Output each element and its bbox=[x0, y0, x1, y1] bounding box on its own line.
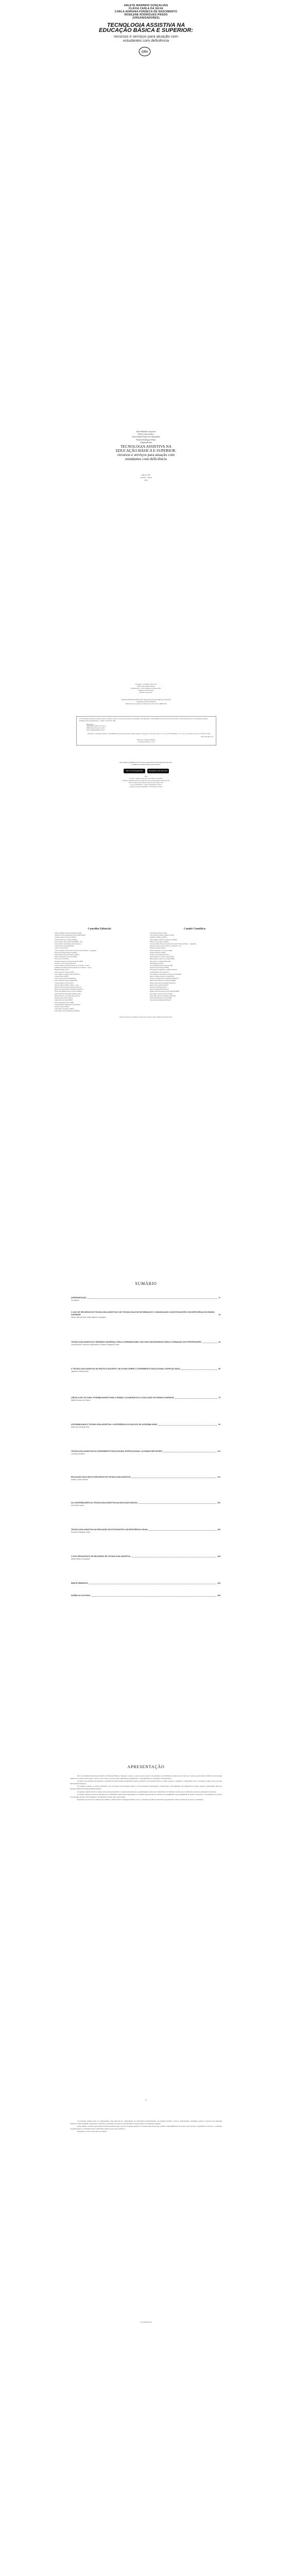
title-line: estudantes com deficiência bbox=[125, 456, 167, 461]
toc-title: ACESSIBILIDADE E TECNOLOGIA ASSISTIVA: A EXPERIÊNCIA DO NÚCLEO DE ACESSIBILIDADE bbox=[71, 1423, 158, 1426]
council-member: Marcia Alves da Silva (UFPel) bbox=[150, 984, 168, 986]
council-member: Sydione Santos (UEPG) bbox=[55, 1005, 70, 1008]
paragraph: Desejamos a todos e todas uma boa leitura! bbox=[77, 2130, 107, 2133]
paragraph: Esperamos que esta obra contribua para ampliar o debate sobre a tecnologia assistiva e para a construção de práticas educativas que garantam o direito à educação de todos os estudantes. bbox=[77, 1798, 203, 1801]
council-member: Paulo Fossatti (UNILASALLE) bbox=[150, 988, 169, 991]
toc-title: AS CONTRIBUIÇÕES DA TECNOLOGIA ASSISTIVA NA EDUCAÇÃO BÁSICA bbox=[71, 1502, 138, 1504]
council-member: Antônio Pereira Gaio Júnior (UFRRJ) bbox=[55, 938, 77, 941]
store-badges bbox=[124, 769, 169, 773]
digital-notice: ESTA OBRA TAMBÉM SE ENCONTRA DISPONÍVEL EM FORMATO DIGITAL. bbox=[119, 761, 173, 764]
toc-entry[interactable] bbox=[71, 1368, 220, 1372]
council-member: Sinara Mota Neves de Almeida (UNILAB) bbox=[150, 994, 176, 997]
council-member: Ana Chrystina Venancio Mignot (UERJ) bbox=[150, 934, 174, 937]
council-member: Lídia de Oliveira Xavier (UNIEURO) bbox=[55, 979, 77, 982]
footer-line: Foi feito o depósito legal conf. Lei 10.994 de 14/12/2004 bbox=[129, 778, 163, 779]
catalog-head: DADOS INTERNACIONAIS DE CATALOGAÇÃO NA PUBLICAÇÃO (CIP) bbox=[121, 699, 171, 701]
council-member: Solange Helena Ximenes-Rocha (UFOPA) bbox=[55, 1003, 80, 1006]
council-member: Leonel Severo Rocha (UNISINOS) bbox=[55, 977, 76, 980]
catalog-sub: CATALOGAÇÃO NA FONTE bbox=[136, 701, 156, 703]
toc-page-number: 75 bbox=[218, 1397, 220, 1399]
toc-row bbox=[71, 1311, 220, 1316]
title-page-author: Flávia Carla da Silva bbox=[138, 433, 154, 436]
editorial-council bbox=[55, 927, 145, 1012]
title-page-author: Arlete Marinho Gonçalves bbox=[136, 431, 156, 433]
council-member: Tadeu Oliver Gonçalves (UFPA) bbox=[55, 1008, 74, 1010]
cover-subtitle bbox=[0, 35, 292, 43]
title-page-imprint bbox=[0, 474, 292, 482]
council-member: Diosnel Centurion (Univ Americ. de Asunción – Py) bbox=[150, 945, 181, 947]
toc-page-number: 169 bbox=[217, 1529, 220, 1531]
peer-review-note: Este livro passou por avaliação e aprovação às cegas de dois ou mais pareceristas ad hoc. bbox=[119, 1016, 173, 1018]
council-member: Fernando Antônio Gonçalves Alcoforado (IPB) bbox=[55, 960, 83, 962]
council-member: Vanessa Neves Beltrame (UFRGS) bbox=[150, 999, 171, 1002]
paragraph: Esta obra intitulada Tecnologia Assistiva na Educação Básica e Superior: recursos e serviços para atuação com estudantes com deficiência, reúne textos de autores e autoras que discutem a temática da tecnologia assistiva no contexto educacional, com foco nos recursos e serviços que possibilitam a participação e a aprendizagem dos estudantes com deficiência. bbox=[70, 1775, 222, 1780]
toc-leader bbox=[91, 1596, 216, 1597]
toc-page-number: 93 bbox=[218, 1423, 220, 1426]
publication-year: 2022 bbox=[144, 479, 148, 481]
council-member: Francisco Ari de Andrade (UFC) bbox=[150, 954, 169, 956]
toc-page-number: 195 bbox=[217, 1595, 220, 1597]
toc-entry[interactable] bbox=[71, 1341, 220, 1346]
summary-heading: SUMÁRIO bbox=[135, 1281, 157, 1286]
toc-authors: Arlete Marinho Gonçalves bbox=[71, 1558, 90, 1560]
toc-leader bbox=[149, 1530, 216, 1531]
credit-line: Editor-chefe: Railson Moura bbox=[137, 685, 155, 687]
toc-title: O USO PEDAGÓGICO DE RECURSOS DE TECNOLOGIA ASSISTIVA bbox=[71, 1555, 131, 1557]
council-member: Gláucia Maria dos Santos Jorge (UFOP) bbox=[150, 956, 174, 958]
toc-authors: Rosilene Rodrigues Prado bbox=[71, 1531, 91, 1533]
paragraph: Os demais capítulos tratam de experiências no atendimento educacional especializado, do trabalho desenvolvido por núcleos de acessibilidade, das possibilidades do ensino colaborativo e da utilização de recursos de tecnologia assistiva com estudantes com deficiência visual, entre outros temas. bbox=[70, 1793, 222, 1798]
council-member: Lourdes Helena da Silva (UFV) bbox=[55, 981, 74, 984]
toc-entry[interactable] bbox=[71, 1502, 220, 1506]
copyright-footer bbox=[72, 776, 220, 788]
presentation-text-continued bbox=[70, 2120, 222, 2133]
paragraph: A tecnologia assistiva deve ser compreendida como uma área do conhecimento de característica interdisciplinar, que engloba produtos, recursos, metodologias, estratégias, práticas e serviços que objetivam promover a funcionalidade, relacionada à atividade e participação de pessoas com deficiência, incapacidades ou mobilidade reduzida. bbox=[70, 2120, 222, 2125]
council-member: Maria Eurácia Barreto de Andrade (UFRB) bbox=[150, 979, 176, 982]
catalog-ref: ISBN Físico 978-65-251-2163-7 bbox=[87, 727, 106, 730]
catalog-card bbox=[76, 716, 216, 745]
scientific-committee-heading: Comitê Científico: bbox=[183, 927, 207, 930]
publisher-logo-icon bbox=[138, 46, 151, 57]
catalog-index-head: Índice para catálogo sistemático bbox=[137, 739, 156, 741]
cover-subtitle-line: recursos e serviços para atuação com bbox=[114, 34, 178, 39]
paragraph: No primeiro capítulo, as autoras discutem o uso de recursos de tecnologia assistiva e de tecnologias de informação e comunicação com estudantes com deficiência no ensino superior, apresentando dados de pesquisa realizada em uma instituição pública. bbox=[70, 1785, 222, 1790]
council-member: Lucia Marisy Souza Ribeiro de Oliveira (UNIVASF) bbox=[150, 973, 182, 975]
toc-entry[interactable] bbox=[71, 1529, 220, 1533]
council-member: Cesar Gerónimo Tello (Universidad Nacional de Três de Febrero – Argentina) bbox=[150, 943, 197, 945]
toc-authors: Jaqueline Oliveira Alves bbox=[71, 1370, 89, 1372]
cover-author: (ORGANIZADORES) bbox=[132, 16, 160, 20]
cover-author: FLÁVIA CARLA DA SILVA bbox=[129, 7, 163, 10]
council-member: Helmuth Krüger (UCP) bbox=[55, 969, 69, 971]
council-member: Tânia Elisa Morales Garcia (UFSM) bbox=[150, 997, 172, 999]
title-page-author: Carla Adriana Fonseca do Nascimento bbox=[131, 436, 161, 438]
council-member: Elizeu Clementino de Souza (UNEB) bbox=[150, 949, 173, 952]
toc-entry[interactable] bbox=[71, 1397, 220, 1401]
footer-line: Todos os direitos desta edição reservados pela: Editora CRV bbox=[128, 782, 164, 784]
credit-line: Diagramação e Capa: Designers da Editora CRV bbox=[131, 687, 161, 689]
cover-title bbox=[0, 23, 292, 33]
toc-title: EDUCAÇÃO INCLUSIVA E RECURSOS DE TECNOLOGIA ASSISTIVA bbox=[71, 1476, 131, 1478]
council-member: Maria Cristina dos Santos Bezerra (UFSCar) bbox=[55, 986, 81, 989]
council-member: Maria Lília Imbiriba Sousa Colares (UFOPA) bbox=[55, 990, 82, 993]
copyright-page bbox=[0, 596, 292, 878]
title-line: TECNOLOGIA ASSISTIVA NA bbox=[120, 444, 172, 449]
council-member: Carmen Tereza Velanga (UNIR) bbox=[55, 945, 74, 947]
title-line: recursos e serviços para atuação com bbox=[117, 452, 175, 457]
catalog-ref: Bibliografia bbox=[87, 723, 94, 725]
council-member: Cesar Gerónimo Tello (Univer. Nacional Três de Febrero – Argentina) bbox=[55, 949, 97, 952]
cover-author: ARLETE MARINHO GONÇALVES bbox=[124, 4, 168, 7]
council-member: Josania Portela (UFPI) bbox=[55, 975, 68, 978]
credit-line: Copyright © da Editora CRV Ltda. bbox=[135, 683, 157, 685]
council-member: Elizeu Clementino de Souza (UNEB) bbox=[55, 956, 77, 958]
toc-authors: Os autores bbox=[71, 1299, 79, 1301]
toc-authors: Lucivaldo Monteiro bbox=[71, 1453, 85, 1455]
council-member: Paulo Romualdo Hernandes (UNIFAL-MG) bbox=[55, 992, 81, 995]
toc-leader bbox=[159, 1425, 217, 1426]
credit-line: Imagem de Capa: Pexels bbox=[138, 689, 154, 691]
scientific-committee-list bbox=[150, 932, 240, 1002]
council-member: Jailson Alves dos Santos (UFRJ) bbox=[55, 971, 74, 973]
cover-author: CARLA ADRIANA FONSECA DE NASCIMENTO bbox=[114, 10, 178, 13]
council-member: Celso Conti (UFSCar) bbox=[55, 947, 68, 950]
council-member: Elione Maria Nogueira Diogenes (UFAL) bbox=[55, 954, 80, 956]
toc-page-number: 113 bbox=[217, 1450, 220, 1452]
council-member: Rosa Maria Corrêa das Neves (UFPA) bbox=[150, 992, 173, 995]
council-member: Maria de Lourdes Pinto de Almeida (UNOESC) bbox=[150, 977, 179, 980]
toc-entry[interactable] bbox=[71, 1555, 220, 1560]
toc-title: APRESENTAÇÃO bbox=[71, 1297, 87, 1299]
catalog-heading bbox=[0, 699, 292, 705]
toc-title: O USO DE RECURSOS DE TECNOLOGIA ASSISTIVA E DE TECNOLOGIAS DE INFORMAÇÃO E COMUNICAÇÃO COM ESTUDANTES COM DEFICIÊNCIA NO ENSINO SUPERIOR bbox=[71, 1311, 215, 1316]
cover-authors bbox=[0, 4, 292, 20]
footer-line: 2022 bbox=[144, 776, 148, 777]
council-member: Renato Francisco dos Santos Paula (UFG) bbox=[55, 994, 80, 997]
toc-authors: Carla Adriana Fonseca do Nascimento, Rosilene Rodrigues Prado bbox=[71, 1344, 119, 1346]
toc-authors: Marília Gomes dos Santos bbox=[71, 1399, 91, 1401]
publisher-name: Editora CRV bbox=[141, 474, 151, 476]
toc-title: TECNOLOGIA ASSISTIVA E DESENHO UNIVERSAL PARA A APRENDIZAGEM: DIÁLOGOS NECESSÁRIOS PARA A FORMAÇÃO DOS PROFESSORES bbox=[71, 1341, 202, 1343]
toc-title: ÍNDICE REMISSIVO bbox=[71, 1582, 89, 1584]
presentation-page bbox=[0, 1744, 292, 2336]
toc-entry[interactable] bbox=[71, 1476, 220, 1481]
council-member: Carlos Federico Dominguez Avila (Unieuro) bbox=[55, 943, 81, 945]
toc-authors: Antônio Carlos Oliveira bbox=[71, 1479, 88, 1481]
council-member: Barbara Coelho Neves (UFBA) bbox=[150, 940, 169, 943]
council-member: José de Ribamar Sousa Pereira (UCB) bbox=[150, 964, 173, 967]
council-member: Carlos Alberto Vilar Estêvão (UMINHO – PT) bbox=[55, 940, 83, 943]
toc-page-number: 183 bbox=[217, 1555, 220, 1557]
cover-page bbox=[0, 0, 292, 286]
council-member: Fauston Negreiros (UFPI) bbox=[150, 951, 166, 954]
council-member: Sergio Nunes de Jesus (IFRO) bbox=[55, 999, 73, 1002]
editorial-council-list bbox=[55, 932, 145, 1012]
copyright-credits bbox=[0, 683, 292, 693]
scientific-committee bbox=[150, 927, 240, 1002]
toc-authors: Flávia Carla da Silva, Arlete Marinho Gonçalves bbox=[71, 1316, 106, 1318]
toc-entry[interactable] bbox=[71, 1423, 220, 1428]
paragraph: O segundo capítulo aborda a relação entre tecnologia assistiva e desenho universal para a aprendizagem, destacando a importância da formação docente para a efetivação de práticas pedagógicas inclusivas. bbox=[77, 1790, 217, 1793]
app-store-badge[interactable]: Download on the App Store bbox=[147, 769, 169, 773]
toc-page-number: 33 bbox=[218, 1341, 220, 1343]
toc-page-number: 15 bbox=[218, 1314, 220, 1316]
toc-leader bbox=[175, 1398, 217, 1399]
toc-authors: Ana Paula Cunha bbox=[71, 1504, 84, 1506]
toc-authors: Maria da Conceição Reis bbox=[71, 1426, 90, 1428]
toc-entry[interactable] bbox=[71, 1311, 220, 1318]
toc-page-number: 151 bbox=[217, 1502, 220, 1504]
council-member: Guillermo Arias Beatón (Universidade de La Havana – Cuba) bbox=[55, 967, 92, 969]
toc-page-number: 131 bbox=[217, 1476, 220, 1478]
council-member: Anselmo Alencar Colares (UFOPA) bbox=[55, 936, 76, 939]
app-notice bbox=[0, 761, 292, 766]
publisher-city: Curitiba – Brasil bbox=[140, 477, 152, 479]
publisher-logo-text: CRV bbox=[141, 50, 148, 54]
footer-line: Tel.: (41) 3039-6418 – E-mail: sac@editoracrv.com.br bbox=[130, 784, 162, 786]
council-member: Maria de Lourdes Pinto de Almeida (UNOESC) bbox=[55, 988, 83, 991]
council-member: Anna Augusta Sampaio de Oliveira (UNESP) bbox=[150, 938, 177, 941]
summary-page bbox=[0, 1162, 292, 1744]
council-member: Jussara Fraga Portugal (UNEB) bbox=[150, 967, 169, 969]
catalog-ref: DOI 10.24824/978652512163.7 bbox=[87, 729, 105, 731]
title-page-author: Rosilene Rodrigues Prado bbox=[136, 438, 156, 441]
toc-title: SOBRE AS AUTORAS bbox=[71, 1595, 91, 1597]
toc-entry[interactable] bbox=[71, 1450, 220, 1455]
toc-page-number: 193 bbox=[217, 1582, 220, 1584]
council-member: Élsio José Corá (UFFS) bbox=[55, 958, 69, 960]
toc-leader bbox=[88, 1298, 217, 1299]
cover-author: ROSILENE RODRIGUES PRADO bbox=[124, 13, 168, 16]
toc-page-number: 55 bbox=[218, 1368, 220, 1370]
catalog-index-item: 1. Educação especial – 371.9 bbox=[138, 741, 155, 743]
cover-subtitle-line: estudantes com deficiência bbox=[123, 38, 169, 43]
toc-entry[interactable] bbox=[71, 1595, 220, 1597]
council-member: Eduardo Fernandes Barbosa (UFMG) bbox=[55, 951, 77, 954]
council-member: Tania Suely Azevedo Brasileiro (UFOPA) bbox=[55, 1010, 80, 1012]
footer-line: Conheça os nossos lançamentos: www.editoracrv.com.br bbox=[129, 786, 163, 788]
title-page bbox=[0, 286, 292, 596]
credit-line: Revisão: Os Autores bbox=[140, 691, 152, 693]
toc-title: TECNOLOGIA ASSISTIVA NA EDUCAÇÃO DE ESTUDANTES COM DEFICIÊNCIA VISUAL bbox=[71, 1529, 148, 1531]
council-page bbox=[0, 878, 292, 1162]
toc-title: CÍRCULO DE CULTURA: POSSIBILIDADES PARA O ENSINO COLABORATIVO E A INCLUSÃO NO ENSINO SUPERIOR bbox=[71, 1397, 174, 1399]
footer-line: Proibida a reprodução parcial ou total desta obra sem autorização da Editora CRV bbox=[122, 780, 170, 782]
presentation-heading: APRESENTAÇÃO bbox=[127, 1765, 165, 1769]
paragraph: Nesse sentido, os textos aqui reunidos buscam evidenciar que o uso da tecnologia assistiva no contexto educacional não se limita à disponibilização de recursos, mas envolve a organização de serviços, a formação de profissionais e a articulação entre os diferentes sujeitos do processo educativo. bbox=[70, 2125, 222, 2130]
council-member: Aldira Guimarães Duarte Domínguez (UNB) bbox=[55, 932, 82, 934]
google-play-badge[interactable]: GET IT ON Google Play bbox=[124, 769, 145, 773]
toc-entry[interactable] bbox=[71, 1582, 220, 1585]
title-page-title bbox=[0, 445, 292, 461]
toc-leader bbox=[139, 1503, 216, 1504]
paragraph: Os textos são resultantes de pesquisas e experiências desenvolvidas em diferentes espaços educativos, da educação básica ao ensino superior, e refletem o compromisso com a construção de uma escola e de uma universidade inclusivas. bbox=[70, 1780, 222, 1785]
toc-title: A TECNOLOGIA ASSISTIVA NA PRÁTICA DOCENTE: UM OLHAR SOBRE O ATENDIMENTO EDUCACIONAL ESPECIALIZADO bbox=[71, 1368, 180, 1370]
council-member: Eliane Rose Maio (UEM) bbox=[150, 947, 165, 950]
council-member: Lourdes Helena da Silva (UFV) bbox=[150, 971, 169, 973]
council-member: Maria Lurdes Pinto de Almeida (UNOESC) bbox=[150, 981, 176, 984]
council-member: Regina Célia Faria Amaro Giora (MACKENZIE) bbox=[150, 990, 180, 993]
cover-title-line: EDUCAÇÃO BÁSICA E SUPERIOR: bbox=[99, 27, 193, 33]
council-member: Kilwangy Kya Kapitango-a-Samba (Unemat) bbox=[150, 969, 177, 971]
council-member: Francisco Carlos Duarte (PUC-PR) bbox=[55, 962, 76, 964]
toc-page-number: 11 bbox=[218, 1297, 220, 1299]
title-page-authors bbox=[0, 431, 292, 444]
toc-title: TECNOLOGIA ASSISTIVA NO ATENDIMENTO EDUCACIONAL ESPECIALIZADO: ALGUMAS REFLEXÕES bbox=[71, 1450, 163, 1452]
council-member: Marcelo Paixão (UFRJ e UTexas – US) bbox=[55, 984, 78, 986]
catalog-sub2: Bibliotecária responsável: Luzenira Alves dos Santos CRB9/1506 bbox=[126, 703, 166, 705]
catalog-ref: ISBN Digital 978-65-251-2161-3 bbox=[87, 725, 106, 727]
council-member: Nilson José Machado (USP) bbox=[150, 986, 167, 989]
toc-row bbox=[71, 1595, 220, 1597]
toc-leader bbox=[181, 1369, 217, 1370]
council-member: Andréia N. Militão (UEMS) bbox=[150, 936, 167, 939]
cover-title-line: TECNOLOGIA ASSISTIVA NA bbox=[107, 22, 185, 28]
council-member: Andréia da Silva Quintanilha Sousa (UNIR/UFRN) bbox=[55, 934, 85, 937]
catalog-cdu: CDU 376 CDD 371.9 bbox=[200, 736, 213, 738]
council-member: Gloria Fariñas León (Universidade de La Havana – Cuba) bbox=[55, 964, 90, 967]
catalog-body: T255 Tecnologia assistiva na educação básica e superior: recursos e serviços para atuação com estudantes com deficiência / Arlete Marinho Gonçalves, Flávia Carla da Silva, Carla Adriana Fonseca do Nascimento, Rosilene Rodrigues Prado (organizadoras) – Curitiba : CRV, 2022. 198 p. bbox=[79, 718, 208, 722]
council-member: Inês Bragança (UERJ) bbox=[150, 962, 164, 964]
toc-row bbox=[71, 1582, 220, 1585]
app-notice-text: CONHEÇA E BAIXE NOSSO APLICATIVO! bbox=[131, 764, 161, 766]
council-member: Marcos Vinicius Francisco (UNOESTE) bbox=[150, 975, 174, 978]
council-member: Rodrigo Pratte-Santos (UFES) bbox=[55, 997, 73, 999]
page-number: 11 bbox=[145, 2099, 147, 2102]
council-member: Simone Rodrigues Pinto (UNB) bbox=[55, 1001, 74, 1004]
council-member: Helder Buenos Aires de Carvalho (UFPI) bbox=[150, 958, 175, 960]
council-member: João Adalberto Campato Junior (UNESP) bbox=[55, 973, 80, 975]
council-member: Ilma Passos A. Veiga (UNICEUB) bbox=[150, 960, 170, 962]
editorial-council-heading: Conselho Editorial: bbox=[88, 927, 112, 930]
title-page-author: (Organizadoras) bbox=[140, 441, 152, 444]
title-line: EDUCAÇÃO BÁSICA E SUPERIOR: bbox=[115, 448, 177, 453]
council-member: Altair Alberto Fávero (UPF) bbox=[150, 932, 167, 934]
blank-remainder bbox=[0, 2336, 292, 2576]
catalog-subjects: 1. Educação 2. Tecnologia assistiva 3. Acessibilidade 4. Educação especial 5. Ensino superior I. Gonçalves, A. M. org. II. Silva, F. C. da. org. III. Nascimento, C. A. F. do. org. IV. Prado, R. R. org. V. Título VI. Série. bbox=[87, 733, 211, 735]
toc-entry[interactable] bbox=[71, 1297, 220, 1301]
presentation-text bbox=[70, 1775, 222, 1801]
signature: As organizadoras bbox=[140, 2321, 152, 2323]
